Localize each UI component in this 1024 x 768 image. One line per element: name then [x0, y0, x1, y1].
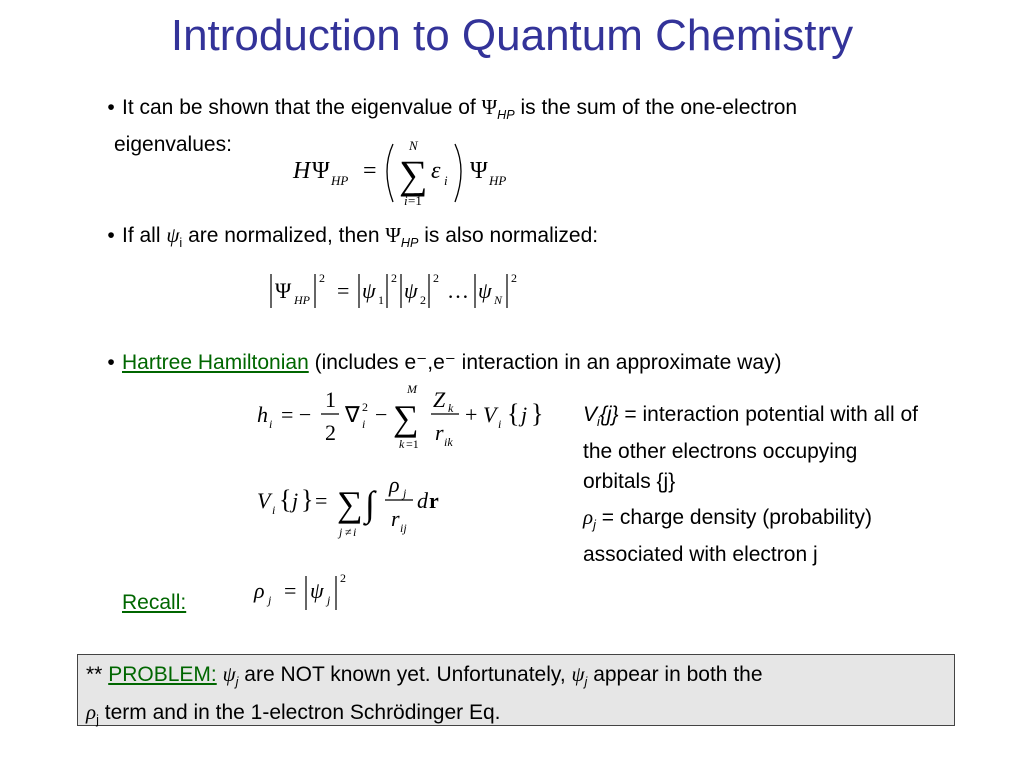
svg-text:M: M [407, 382, 417, 396]
svg-text:ρ: ρ [389, 472, 400, 497]
problem-text: term and in the 1-electron Schrödinger Eq. [104, 701, 501, 725]
svg-text:r: r [429, 488, 439, 513]
bullet-text: If all [122, 224, 161, 247]
psi-symbol: Ψ [481, 95, 498, 119]
svg-text:ψ: ψ [478, 278, 492, 303]
equation-eigenvalue-sum [285, 130, 525, 210]
note-text: = charge density (probability) [601, 506, 872, 529]
j-subscript: j [584, 675, 588, 690]
hartree-hamiltonian-link[interactable]: Hartree Hamiltonian [122, 351, 309, 374]
svg-text:Ψ: Ψ [470, 158, 488, 184]
svg-text:2: 2 [362, 400, 368, 414]
bullet-eigenvalue-sum [100, 92, 980, 160]
svg-text:1: 1 [378, 293, 384, 307]
svg-text:H: H [293, 158, 311, 184]
svg-text:∫: ∫ [365, 484, 375, 524]
svg-text:∑: ∑ [393, 398, 419, 438]
bullet-text: It can be shown that the eigenvalue of [122, 96, 476, 119]
psi-symbol: ψ [222, 662, 236, 686]
problem-text: are NOT known yet. Unfortunately, [244, 663, 566, 686]
svg-text:≠: ≠ [345, 525, 352, 539]
svg-text:Z: Z [433, 387, 446, 412]
rho-symbol: ρ [86, 700, 97, 725]
svg-text:ik: ik [444, 435, 453, 449]
psi-symbol: ψ [166, 223, 180, 247]
svg-text:i: i [272, 503, 276, 517]
equation-charge-density [250, 566, 370, 616]
recall-link[interactable]: Recall: [122, 591, 187, 614]
svg-text:HP: HP [489, 173, 507, 188]
bullet-hartree-hamiltonian [100, 348, 980, 378]
hp-subscript: HP [497, 108, 515, 123]
svg-text:ij: ij [400, 521, 407, 535]
psi-symbol: Ψ [385, 223, 401, 247]
psi-symbol: ψ [571, 662, 585, 686]
svg-text:{: { [507, 399, 520, 428]
svg-text:…: … [447, 278, 469, 303]
svg-text:{: { [279, 485, 292, 514]
i-subscript: i [179, 236, 183, 251]
svg-text:∑: ∑ [399, 152, 428, 197]
note-charge-density [583, 502, 1003, 570]
svg-text:ψ: ψ [362, 278, 376, 303]
bullet-text-line2: eigenvalues: [114, 133, 232, 157]
svg-text:2: 2 [420, 293, 426, 307]
svg-text:2: 2 [391, 271, 397, 285]
svg-text:V: V [483, 402, 497, 427]
note-text: associated with electron j [583, 543, 818, 567]
svg-text:Ψ: Ψ [275, 278, 292, 303]
note-interaction-potential [583, 400, 1003, 497]
svg-text:r: r [391, 506, 400, 531]
equation-interaction-potential [255, 470, 465, 545]
i-subscript: i [597, 415, 600, 430]
svg-text:}: } [531, 399, 544, 428]
svg-text:j: j [403, 486, 407, 500]
svg-text:j: j [521, 402, 528, 427]
recall-label[interactable] [122, 588, 186, 618]
svg-text:ε: ε [431, 158, 441, 184]
v-symbol: V [583, 403, 598, 426]
svg-text:j: j [292, 488, 299, 513]
j-subscript: j [235, 675, 239, 690]
svg-text:i: i [269, 417, 273, 431]
svg-text:ψ: ψ [310, 578, 324, 603]
svg-text:ρ: ρ [254, 578, 265, 603]
bullet-text: (includes e⁻,e⁻ interaction in an approximate way) [314, 351, 782, 374]
j-argument: {j} [599, 403, 619, 426]
note-text: = interaction potential with all of [624, 403, 918, 426]
problem-link[interactable]: PROBLEM: [108, 663, 217, 686]
svg-text:=1: =1 [408, 193, 422, 208]
svg-text:=: = [315, 488, 328, 513]
svg-text:k: k [399, 437, 405, 451]
hp-subscript: HP [400, 236, 419, 251]
svg-text:i: i [404, 193, 408, 208]
svg-text:d: d [417, 488, 428, 513]
svg-text:2: 2 [340, 571, 346, 585]
bullet-text: is the sum of the one-electron [520, 96, 798, 119]
j-subscript: j [96, 713, 99, 728]
svg-text:Ψ: Ψ [312, 158, 330, 184]
svg-text:i: i [362, 417, 366, 431]
rho-symbol: ρ [583, 505, 594, 529]
svg-text:j: j [339, 525, 343, 539]
bullet-dot: • [107, 351, 115, 374]
svg-text:j: j [268, 593, 272, 607]
bullet-text: is also normalized: [424, 224, 599, 247]
bullet-normalized [100, 220, 980, 258]
svg-text:ψ: ψ [404, 278, 418, 303]
svg-text:∇: ∇ [345, 402, 360, 427]
j-subscript: j [593, 518, 596, 533]
svg-text:h: h [257, 402, 268, 427]
svg-text:i: i [444, 173, 448, 188]
svg-text:j: j [327, 593, 331, 607]
svg-text:k: k [448, 401, 454, 415]
bullet-text: are normalized, then [188, 224, 380, 247]
svg-text:i: i [353, 525, 357, 539]
svg-text:V: V [257, 488, 271, 513]
equation-hartree-hamiltonian [255, 380, 555, 455]
svg-text:}: } [301, 485, 314, 514]
svg-text:=: = [363, 158, 377, 184]
bullet-dot: • [107, 96, 115, 119]
svg-text:N: N [409, 138, 418, 153]
svg-text:HP: HP [294, 293, 310, 307]
bullet-dot: • [107, 224, 115, 247]
svg-text:2: 2 [511, 271, 517, 285]
problem-text: appear in both the [593, 663, 763, 686]
svg-text:1: 1 [325, 387, 336, 412]
svg-text:i: i [498, 417, 502, 431]
svg-text:N: N [494, 293, 503, 307]
svg-text:2: 2 [319, 271, 325, 285]
asterisks: ** [86, 663, 103, 686]
slide-title: Introduction to Quantum Chemistry [170, 11, 854, 60]
svg-text:r: r [435, 420, 444, 445]
equation-normalization [265, 266, 545, 316]
problem-box [77, 654, 955, 726]
svg-text:=: = [284, 578, 297, 603]
note-text: the other electrons occupying [583, 440, 858, 464]
svg-text:+: + [465, 402, 478, 427]
svg-text:HP: HP [331, 173, 349, 188]
svg-text:2: 2 [433, 271, 439, 285]
note-text: orbitals {j} [583, 470, 676, 494]
svg-text:2: 2 [325, 420, 336, 445]
svg-text:=1: =1 [406, 437, 419, 451]
svg-text:∑: ∑ [337, 484, 363, 524]
svg-text:= −: = − [281, 402, 312, 427]
svg-text:−: − [375, 402, 388, 427]
svg-text:=: = [337, 278, 350, 303]
